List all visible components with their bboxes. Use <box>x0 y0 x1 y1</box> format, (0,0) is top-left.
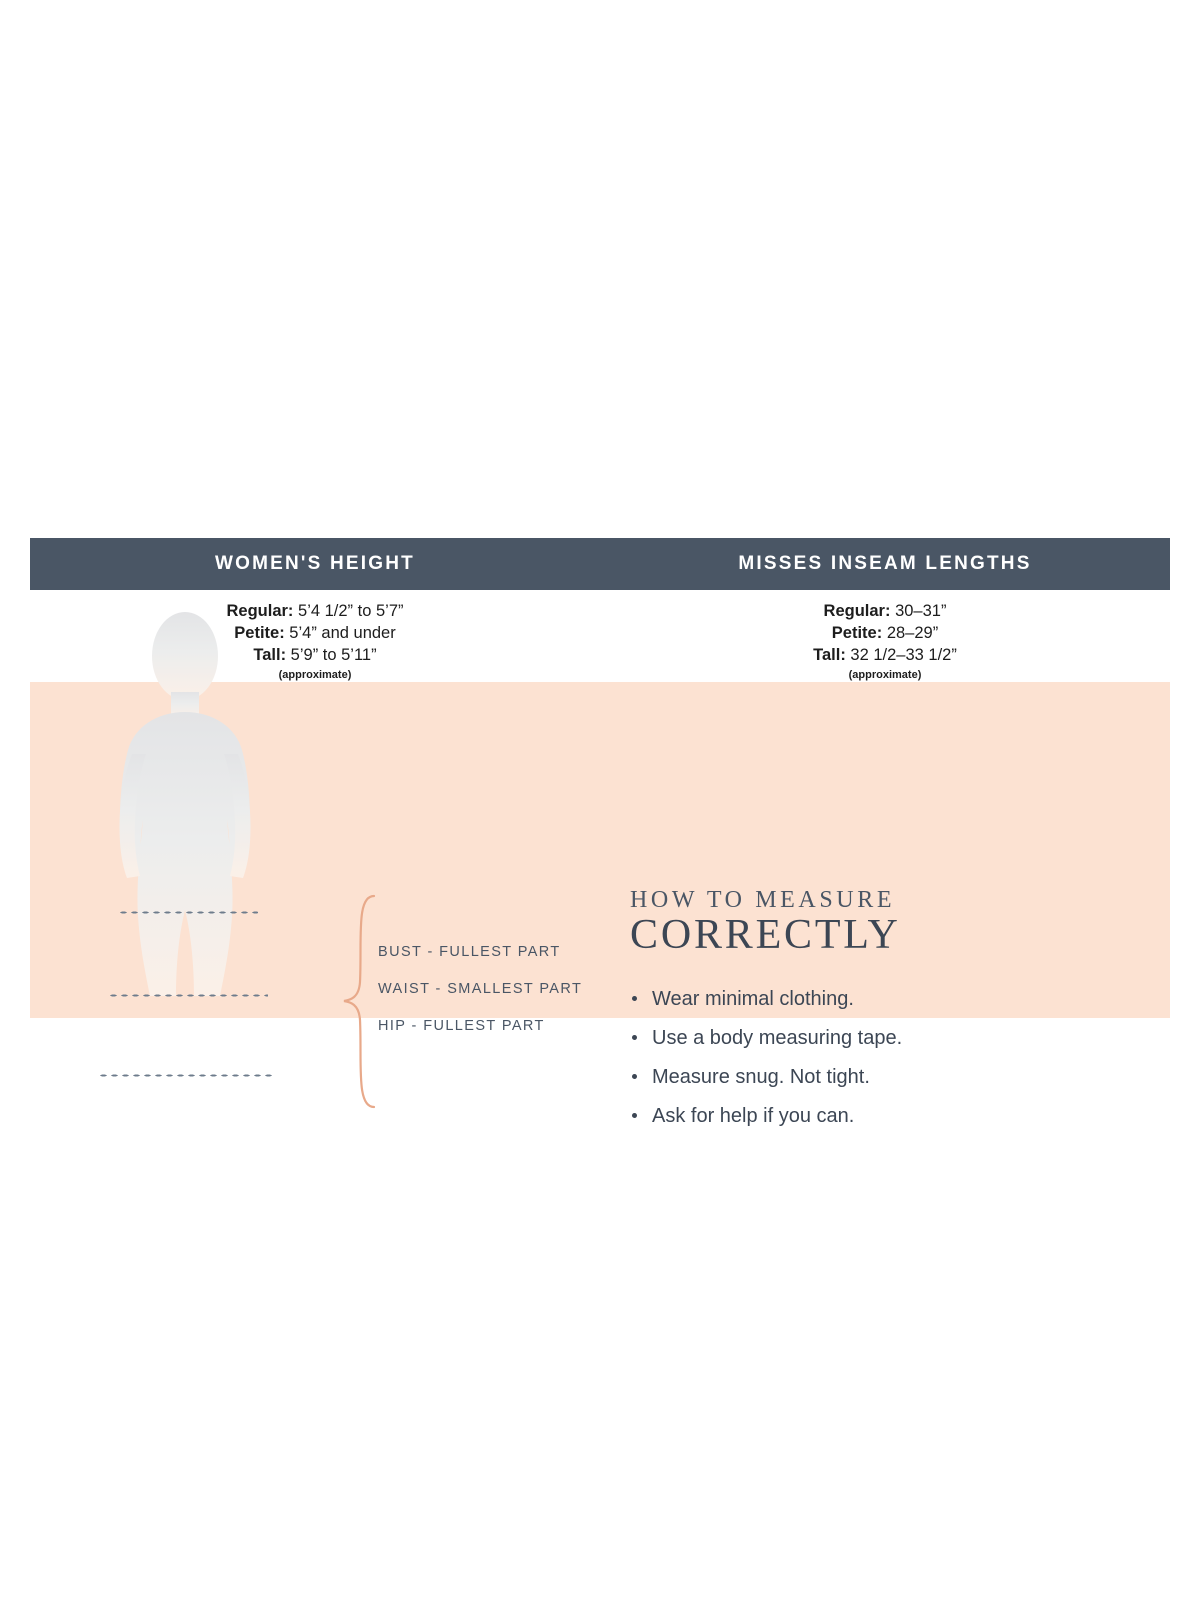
list-item: Measure snug. Not tight. <box>630 1062 1150 1092</box>
size-guide-chart <box>30 538 1170 1127</box>
height-tall-value: 5’9” to 5’11” <box>286 646 377 664</box>
female-silhouette-icon <box>70 604 300 1024</box>
inseam-petite-line <box>832 622 938 644</box>
how-to-measure-tips <box>630 984 1150 1131</box>
header-cell-misses-inseam <box>600 538 1170 590</box>
inseam-regular-line <box>824 600 947 622</box>
height-approximate-note: (approximate) <box>278 669 352 681</box>
header-label-misses-inseam: MISSES INSEAM LENGTHS <box>738 553 1032 574</box>
bust-measure-line <box>118 911 258 914</box>
measure-label-bust: BUST - FULLEST PART <box>378 944 561 960</box>
measure-panel <box>30 682 1170 1127</box>
header-cell-womens-height <box>30 538 600 590</box>
measure-label-waist: WAIST - SMALLEST PART <box>378 981 583 997</box>
inseam-tall-value: 32 1/2–33 1/2” <box>845 646 957 664</box>
list-item: Ask for help if you can. <box>630 1101 1150 1131</box>
how-to-measure-title: CORRECTLY <box>630 912 901 958</box>
height-petite-label: Petite: <box>234 624 285 642</box>
inseam-regular-label: Regular: <box>823 602 891 620</box>
measure-label-list <box>378 944 638 1055</box>
list-item: Use a body measuring tape. <box>630 1023 1150 1053</box>
inseam-tall-line <box>813 644 957 666</box>
height-regular-value: 5’4 1/2” to 5’7” <box>293 602 404 620</box>
inseam-petite-value: 28–29” <box>882 624 939 642</box>
height-tall-label: Tall: <box>253 646 287 664</box>
inseam-regular-value: 30–31” <box>890 602 947 620</box>
inseam-petite-label: Petite: <box>831 624 883 642</box>
how-to-measure-kicker: HOW TO MEASURE <box>630 887 896 913</box>
inseam-tall-label: Tall: <box>813 646 846 664</box>
measure-label-hip: HIP - FULLEST PART <box>378 1018 545 1034</box>
brace-icon <box>340 894 380 1109</box>
misses-inseam-info <box>600 590 1170 682</box>
height-regular-label: Regular: <box>226 602 294 620</box>
height-petite-value: 5’4” and under <box>284 624 396 642</box>
header-label-womens-height: WOMEN'S HEIGHT <box>215 553 415 574</box>
waist-measure-line <box>108 994 268 997</box>
chart-header-bar <box>30 538 1170 590</box>
list-item: Wear minimal clothing. <box>630 984 1150 1014</box>
hip-measure-line <box>98 1074 276 1077</box>
how-to-measure-section <box>630 887 1150 1140</box>
inseam-approximate-note: (approximate) <box>848 669 922 681</box>
